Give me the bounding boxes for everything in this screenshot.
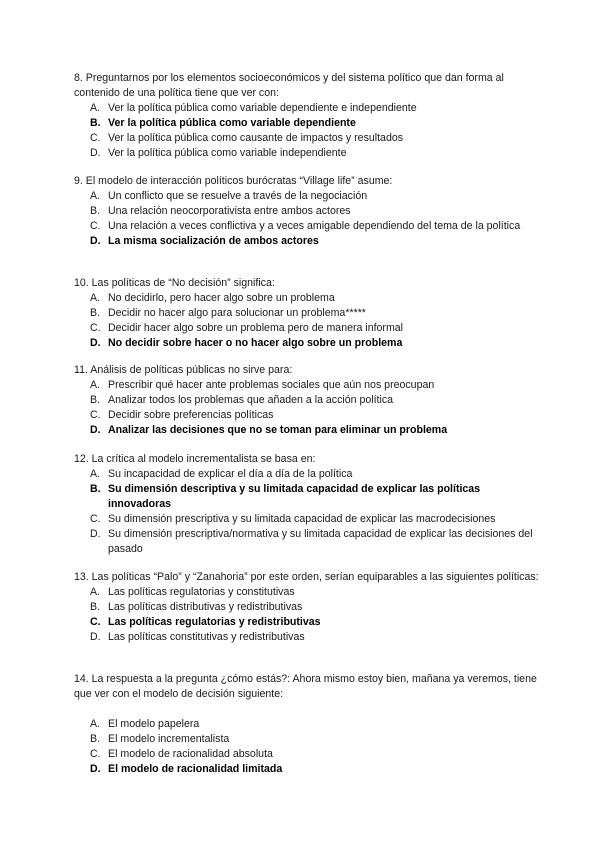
question-11: [74, 363, 544, 438]
option-d-correct: D. La misma socialización de ambos actores: [90, 235, 319, 247]
option-b-correct: B. Su dimensión descriptiva y su limitada capacidad de explicar las políticas innovadoras: [90, 483, 481, 510]
option-b: B. Las políticas distributivas y redistributivas: [90, 601, 303, 613]
option-c: C. Una relación a veces conflictiva y a veces amigable dependiendo del tema de la política: [90, 220, 521, 232]
question-stem: 14. La respuesta a la pregunta ¿cómo estás?: Ahora mismo estoy bien, mañana ya veremos, tiene que ver con el modelo de decisión siguiente:: [74, 673, 537, 700]
option-b-correct: B. Ver la política pública como variable dependiente: [90, 117, 356, 129]
option-a: A. No decidirlo, pero hacer algo sobre un problema: [90, 292, 335, 304]
question-stem: 9. El modelo de interacción políticos burócratas “Village life” asume:: [74, 175, 393, 187]
option-b: B. El modelo incrementalista: [90, 733, 230, 745]
option-c: C. Decidir hacer algo sobre un problema pero de manera informal: [90, 322, 404, 334]
options-list: [74, 378, 544, 438]
option-a: A. El modelo papelera: [90, 718, 200, 730]
option-a: A. Ver la política pública como variable dependiente e independiente: [90, 102, 417, 114]
option-c: C. Su dimensión prescriptiva y su limitada capacidad de explicar las macrodecisiones: [90, 513, 496, 525]
options-list: [74, 189, 544, 249]
question-14: [74, 672, 544, 777]
question-stem: 12. La crítica al modelo incrementalista se basa en:: [74, 453, 316, 465]
option-a: A. Las políticas regulatorias y constitutivas: [90, 586, 295, 598]
option-d-correct: D. El modelo de racionalidad limitada: [90, 763, 283, 775]
options-list: [74, 717, 544, 777]
option-b: B. Una relación neocorporativista entre ambos actores: [90, 205, 351, 217]
option-b: B. Decidir no hacer algo para solucionar un problema*****: [90, 307, 366, 319]
question-9: [74, 174, 544, 249]
options-list: [74, 101, 544, 161]
options-list: [74, 585, 544, 645]
option-d-correct: D. Analizar las decisiones que no se toman para eliminar un problema: [90, 424, 448, 436]
question-stem: 11. Análisis de políticas públicas no sirve para:: [74, 364, 293, 376]
option-c: C. El modelo de racionalidad absoluta: [90, 748, 273, 760]
question-stem: 10. Las políticas de “No decisión” significa:: [74, 277, 275, 289]
option-d: D. Las políticas constitutivas y redistributivas: [90, 631, 305, 643]
question-12: [74, 452, 544, 557]
option-d: D. Su dimensión prescriptiva/normativa y su limitada capacidad de explicar las decisiones del pasado: [90, 528, 533, 555]
option-a: A. Prescribir qué hacer ante problemas sociales que aún nos preocupan: [90, 379, 435, 391]
question-stem: 8. Preguntarnos por los elementos socioeconómicos y del sistema político que dan forma al contenido de una política tiene que ver con:: [74, 72, 504, 99]
option-b: B. Analizar todos los problemas que añaden a la acción política: [90, 394, 394, 406]
question-13: [74, 570, 544, 645]
option-c-correct: C. Las políticas regulatorias y redistributivas: [90, 616, 321, 628]
question-10: [74, 276, 544, 351]
option-d: D. Ver la política pública como variable independiente: [90, 147, 347, 159]
question-stem: 13. Las políticas “Palo” y “Zanahoria” por este orden, serían equiparables a las siguientes políticas:: [74, 571, 539, 583]
spacer: [74, 702, 544, 717]
question-8: [74, 71, 544, 161]
option-c: C. Ver la política pública como causante de impactos y resultados: [90, 132, 404, 144]
option-c: C. Decidir sobre preferencias políticas: [90, 409, 274, 421]
option-a: A. Un conflicto que se resuelve a través de la negociación: [90, 190, 368, 202]
option-a: A. Su incapacidad de explicar el día a día de la política: [90, 468, 353, 480]
option-d-correct: D. No decidir sobre hacer o no hacer algo sobre un problema: [90, 337, 403, 349]
options-list: [74, 467, 544, 557]
options-list: [74, 291, 544, 351]
